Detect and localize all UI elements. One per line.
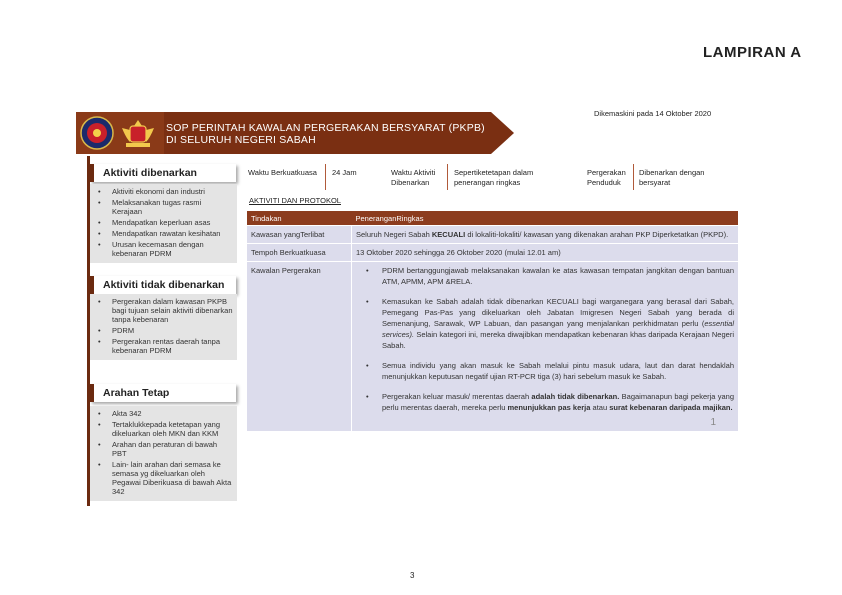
waktu-berkuatkuasa-value: 24 Jam: [332, 168, 357, 177]
pergerakan-penduduk-label: Pergerakan Penduduk: [587, 168, 626, 187]
list-item: • Pergerakan rentas daerah tanpa kebenaran PDRM: [90, 337, 233, 355]
row-label: Kawalan Pergerakan: [247, 262, 352, 432]
list-item: • Tertaklukkepada ketetapan yang dikeluarkan oleh MKN dan KKM: [90, 420, 233, 438]
list-item: • Aktiviti ekonomi dan industri: [90, 187, 233, 196]
list-item: • Mendapatkan keperluan asas: [90, 218, 233, 227]
waktu-aktiviti-value: Sepertiketetapan dalam penerangan ringkas: [454, 168, 534, 187]
list-item: • Urusan kecemasan dengan kebenaran PDRM: [90, 240, 233, 258]
list-item: • Akta 342: [90, 409, 233, 418]
divider: [447, 164, 448, 190]
section-aktiviti-tidak-dibenarkan-heading: Aktiviti tidak dibenarkan: [90, 276, 236, 294]
row-label: Tempoh Berkuatkuasa: [247, 244, 352, 262]
divider: [633, 164, 634, 190]
section-aktiviti-dibenarkan-heading: Aktiviti dibenarkan: [90, 164, 236, 182]
updated-date: Dikemaskini pada 14 Oktober 2020: [594, 109, 712, 118]
list-item: • Lain- lain arahan dari semasa ke semasa yg dikeluarkan oleh Pegawai Diberikuasa di bawah Akta 342: [90, 460, 233, 496]
list-item: • Semua individu yang akan masuk ke Sabah melalui pintu masuk udara, laut dan darat hendaklah menunjukkan keputusan negatif ujian RT-PCR tiga (3) hari sebelum masuk ke Sabah.: [356, 360, 734, 382]
list-item: • Kemasukan ke Sabah adalah tidak dibenarkan KECUALI bagi warganegara yang berasal dari Sabah, Pemegang Pas-Pas yang dikeluarkan oleh Jabatan Imigresen Negeri Sabah yang berada di Semenanjung, Sarawak, WP Labuan, dan pasangan yang menjalankan perkhidmatan perlu (essential services). Selain kategori ini, mereka diwajibkan mendapatkan kebenaran khas daripada Kerajaan Negeri Sabah.: [356, 296, 734, 351]
table-row: [247, 244, 738, 262]
cell-page-number: 1: [710, 417, 716, 428]
list-item: • Pergerakan dalam kawasan PKPB bagi tujuan selain aktiviti dibenarkan tanpa kebenaran: [90, 297, 233, 324]
waktu-berkuatkuasa-label: Waktu Berkuatkuasa: [248, 168, 317, 177]
agency-logo-icon: [80, 116, 114, 150]
section-aktiviti-tidak-dibenarkan-list: [90, 294, 237, 360]
divider: [325, 164, 326, 190]
column-header: Tindakan: [247, 211, 352, 226]
table-row: [247, 262, 738, 432]
row-label: Kawasan yangTerlibat: [247, 226, 352, 244]
table-title: AKTIVITI DAN PROTOKOL: [249, 196, 341, 205]
coat-of-arms-icon: [118, 116, 158, 150]
page-number: 3: [410, 571, 415, 580]
row-value: [352, 262, 739, 432]
section-arahan-tetap-heading: Arahan Tetap: [90, 384, 236, 402]
list-item: • PDRM: [90, 326, 233, 335]
protocol-table: [247, 211, 738, 431]
list-item: • PDRM bertanggungjawab melaksanakan kawalan ke atas kawasan tempatan jangkitan dengan bantuan ATM, APMM, APM &RELA.: [356, 265, 734, 287]
lampiran-label: LAMPIRAN A: [703, 44, 802, 61]
section-aktiviti-dibenarkan-list: [90, 184, 237, 263]
waktu-aktiviti-label: Waktu Aktiviti Dibenarkan: [391, 168, 436, 187]
column-header: PeneranganRingkas: [352, 211, 739, 226]
list-item: • Pergerakan keluar masuk/ merentas daerah adalah tidak dibenarkan. Bagaimanapun bagi pekerja yang perlu merentas daerah, mereka perlu menunjukkan pas kerja atau surat kebenaran daripada majikan.: [356, 391, 734, 413]
list-item: • Arahan dan peraturan di bawah PBT: [90, 440, 233, 458]
pergerakan-penduduk-value: Dibenarkan dengan bersyarat: [639, 168, 705, 187]
table-row: [247, 226, 738, 244]
row-value: Seluruh Negeri Sabah KECUALI di lokaliti-lokaliti/ kawasan yang dikenakan arahan PKP Diperketatkan (PKPD).: [352, 226, 739, 244]
table-header-row: [247, 211, 738, 226]
row-value: 13 Oktober 2020 sehingga 26 Oktober 2020 (mulai 12.01 am): [352, 244, 739, 262]
list-item: • Mendapatkan rawatan kesihatan: [90, 229, 233, 238]
list-item: • Melaksanakan tugas rasmi Kerajaan: [90, 198, 233, 216]
banner-title: SOP PERINTAH KAWALAN PERGERAKAN BERSYARAT (PKPB) DI SELURUH NEGERI SABAH: [166, 122, 485, 146]
section-arahan-tetap-list: [90, 406, 237, 501]
